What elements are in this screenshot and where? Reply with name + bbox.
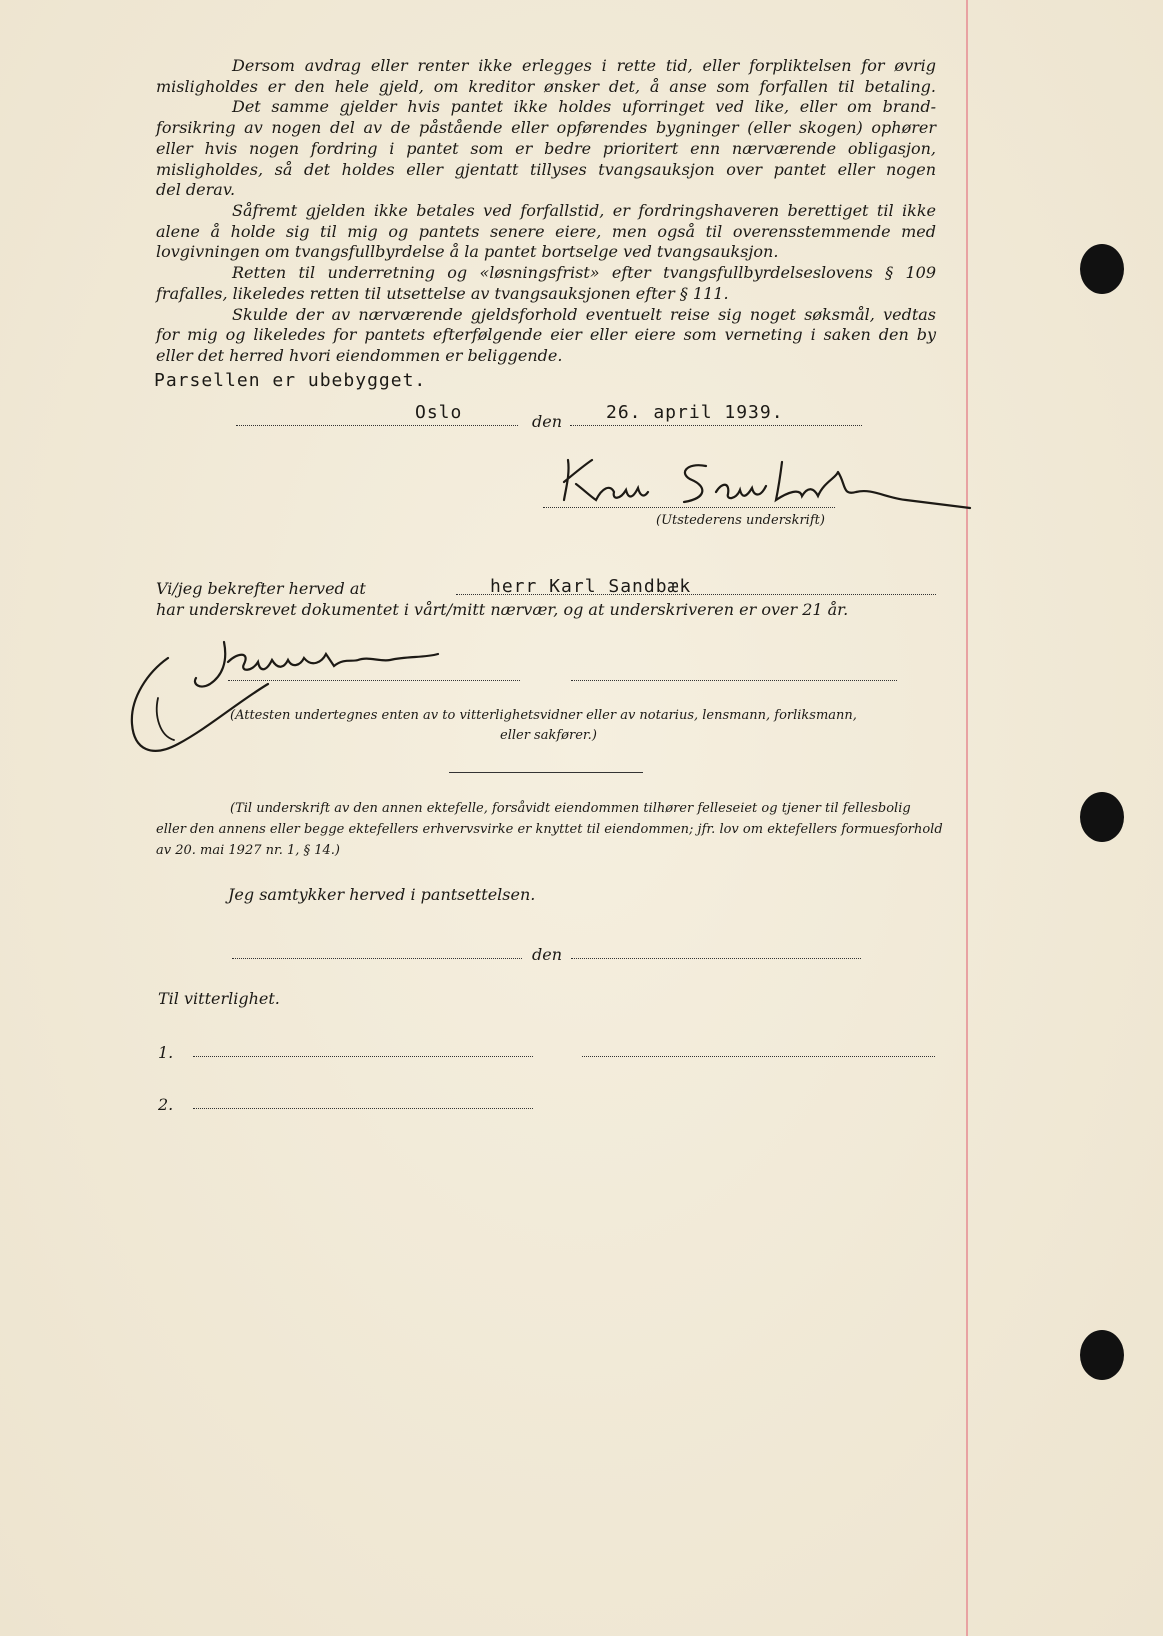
place-value: Oslo	[415, 402, 463, 423]
terms-paragraph-4: Retten til underretning og «løsningsfrist» efter tvangsfullbyrdelseslovens § 109 frafalles, likeledes retten til utsettelse av tvangsauksjonen efter § 111.	[156, 263, 936, 303]
witness-1-label: 1.	[158, 1043, 174, 1062]
margin-rule	[966, 0, 968, 1636]
den-label-2: den	[532, 945, 563, 964]
typed-note: Parsellen er ubebygget.	[154, 370, 427, 391]
issuer-signature	[556, 452, 976, 522]
witness-2-label: 2.	[158, 1095, 174, 1114]
consent-place-line	[232, 958, 522, 959]
spouse-note-1: (Til underskrift av den annen ektefelle, forsåvidt eiendommen tilhører felleseiet og tjener til fellesbolig	[230, 801, 911, 816]
consent-date-line	[571, 958, 861, 959]
date-line	[570, 425, 862, 426]
punch-hole	[1080, 1330, 1124, 1380]
den-label: den	[532, 412, 563, 431]
punch-hole	[1080, 244, 1124, 294]
confirm-name: herr Karl Sandbæk	[490, 576, 692, 597]
issuer-caption: (Utstederens underskrift)	[656, 513, 825, 528]
attest-caption-2: eller sakfører.)	[500, 728, 597, 743]
date-value: 26. april 1939.	[606, 402, 784, 423]
consent-text: Jeg samtykker herved i pantsettelsen.	[228, 885, 536, 904]
punch-hole	[1080, 792, 1124, 842]
attest-caption-1: (Attesten undertegnes enten av to vitterlighetsvidner eller av notarius, lensmann, forliksmann,	[230, 708, 857, 723]
confirm-line-2: har underskrevet dokumentet i vårt/mitt nærvær, og at underskriveren er over 21 år.	[156, 600, 849, 619]
terms-paragraph-2: Det samme gjelder hvis pantet ikke holdes uforringet ved like, eller om brand- forsikring av nogen del av de påstående eller opførendes bygninger (eller skogen) ophører eller hvis nogen fordring i pantet som er bedre prioritert enn nærværende obligasjon, misligholdes, så det holdes eller gjentatt tillyses tvangsauksjon over pantet eller nogen del derav.	[156, 97, 936, 200]
witness-line-right	[571, 680, 897, 681]
place-line	[236, 425, 518, 426]
separator-line	[449, 772, 643, 773]
issuer-signature-line	[543, 507, 835, 508]
terms-paragraph-1: Dersom avdrag eller renter ikke erlegges i rette tid, eller forpliktelsen for øvrig misligholdes er den hele gjeld, om kreditor ønsker det, å anse som forfallen til betaling.	[156, 56, 936, 96]
witness-line-left	[228, 680, 520, 681]
witness-1-line	[193, 1056, 533, 1057]
confirm-prefix: Vi/jeg bekrefter herved at	[156, 579, 366, 598]
terms-paragraph-5: Skulde der av nærværende gjeldsforhold eventuelt reise sig noget søksmål, vedtas for mig og likeledes for pantets efterfølgende eier eller eiere som verneting i saken den by eller det herred hvori eiendommen er beliggende.	[156, 304, 936, 365]
terms-paragraph-3: Såfremt gjelden ikke betales ved forfallstid, er fordringshaveren berettiget til ikke alene å holde sig til mig og pantets senere eiere, men også til overensstemmende med lovgivningen om tvangsfullbyrdelse å la pantet bortselge ved tvangsauksjon.	[156, 201, 936, 262]
witness-heading: Til vitterlighet.	[158, 989, 280, 1008]
spouse-note-2: eller den annens eller begge ektefellers erhvervsvirke er knyttet til eiendommen; jfr. lov om ektefellers formuesforhold	[156, 822, 943, 837]
spouse-note-3: av 20. mai 1927 nr. 1, § 14.)	[156, 843, 340, 858]
witness-signature	[128, 632, 478, 762]
witness-1-line-right	[582, 1056, 935, 1057]
witness-2-line	[193, 1108, 533, 1109]
